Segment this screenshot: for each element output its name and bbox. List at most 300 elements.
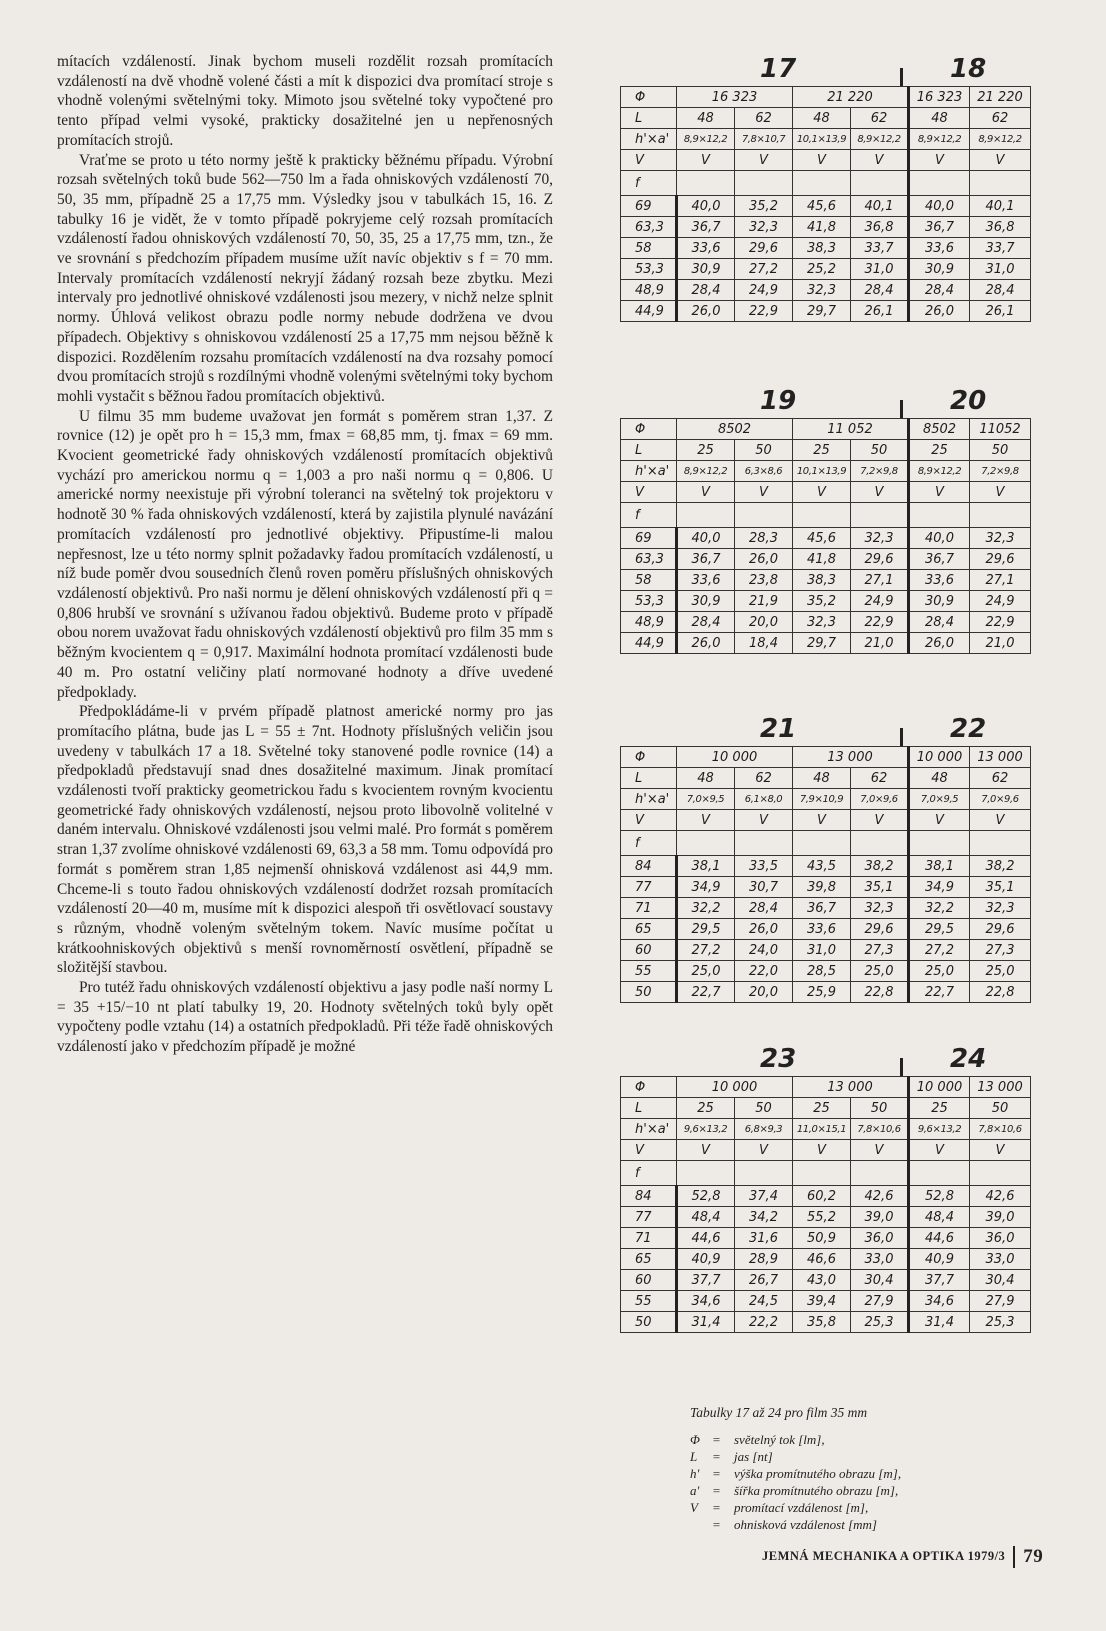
- table-cell: 55,2: [793, 1207, 851, 1228]
- table-cell: 7,2×9,8: [970, 461, 1031, 482]
- table-cell: 32,3: [851, 528, 909, 549]
- table-cell: [793, 831, 851, 856]
- table-cell: 52,8: [909, 1186, 970, 1207]
- data-table-block: [620, 1042, 1030, 1333]
- table-number: 19: [760, 386, 797, 416]
- table-row: [621, 898, 1031, 919]
- table-cell: 28,4: [677, 280, 735, 301]
- table-cell: L: [621, 1098, 677, 1119]
- table-cell: 43,0: [793, 1270, 851, 1291]
- table-cell: 22,8: [970, 982, 1031, 1003]
- table-cell: 44,6: [909, 1228, 970, 1249]
- table-cell: 8502: [677, 419, 793, 440]
- table-cell: 63,3: [621, 217, 677, 238]
- table-divider: [900, 68, 903, 86]
- table-cell: f: [621, 171, 677, 196]
- table-cell: V: [909, 1140, 970, 1161]
- table-cell: V: [677, 482, 735, 503]
- table-cell: 22,0: [735, 961, 793, 982]
- table-cell: 25,0: [909, 961, 970, 982]
- table-cell: 34,6: [677, 1291, 735, 1312]
- table-cell: 33,6: [793, 919, 851, 940]
- table-cell: 40,1: [851, 196, 909, 217]
- table-cell: 33,5: [735, 856, 793, 877]
- table-cell: 28,4: [970, 280, 1031, 301]
- table-cell: 48: [909, 108, 970, 129]
- table-cell: [851, 503, 909, 528]
- table-cell: 26,1: [851, 301, 909, 322]
- table-cell: 38,3: [793, 238, 851, 259]
- table-cell: 27,1: [851, 570, 909, 591]
- table-cell: [735, 831, 793, 856]
- table-cell: 48: [909, 768, 970, 789]
- table-cell: 77: [621, 877, 677, 898]
- table-cell: 31,0: [851, 259, 909, 280]
- table-cell: h'×a': [621, 461, 677, 482]
- table-cell: Φ: [621, 747, 677, 768]
- table-cell: 29,5: [909, 919, 970, 940]
- table-cell: 21,0: [970, 633, 1031, 654]
- table-cell: 44,6: [677, 1228, 735, 1249]
- table-cell: 9,6×13,2: [909, 1119, 970, 1140]
- legend-item: [690, 1431, 1020, 1448]
- table-cell: V: [793, 1140, 851, 1161]
- table-divider: [900, 400, 903, 418]
- table-cell: 84: [621, 856, 677, 877]
- table-cell: V: [735, 810, 793, 831]
- table-cell: 7,8×10,6: [851, 1119, 909, 1140]
- table-cell: 60: [621, 940, 677, 961]
- table-cell: 69: [621, 196, 677, 217]
- legend-text: výška promítnutého obrazu [m],: [734, 1466, 902, 1481]
- legend-item: [690, 1448, 1020, 1465]
- table-row: [621, 982, 1031, 1003]
- table-cell: 10 000: [909, 747, 970, 768]
- table-cell: 25: [793, 1098, 851, 1119]
- table-cell: 13 000: [970, 1077, 1031, 1098]
- table-cell: 13 000: [793, 1077, 909, 1098]
- table-row: [621, 461, 1031, 482]
- table-cell: 27,3: [851, 940, 909, 961]
- table-cell: [970, 503, 1031, 528]
- table-cell: 7,2×9,8: [851, 461, 909, 482]
- legend-symbol: a': [690, 1483, 700, 1498]
- table-cell: V: [970, 482, 1031, 503]
- table-cell: 33,7: [970, 238, 1031, 259]
- table-row: [621, 440, 1031, 461]
- table-divider: [900, 1058, 903, 1076]
- caption-title: Tabulky 17 až 24 pro film 35 mm: [690, 1405, 868, 1420]
- table-cell: 25,3: [851, 1312, 909, 1333]
- table-row: [621, 856, 1031, 877]
- table-cell: 7,0×9,6: [851, 789, 909, 810]
- legend-item: [690, 1499, 1020, 1516]
- table-cell: 33,0: [851, 1249, 909, 1270]
- paragraph: Pro tutéž řadu ohniskových vzdáleností objektivu a jasy podle naší normy L = 35 +15/−10 nt platí tabulky 19, 20. Hodnoty světelných toků byly opět vypočteny podle vztahu (14) a ostatních předpokladů. Při téže řadě ohniskových vzdáleností jako v předchozím případě je možné: [57, 979, 553, 1056]
- table-cell: 30,9: [909, 591, 970, 612]
- table-cell: 52,8: [677, 1186, 735, 1207]
- table-cell: 84: [621, 1186, 677, 1207]
- table-cell: 50: [970, 1098, 1031, 1119]
- table-cell: 44,9: [621, 301, 677, 322]
- table-cell: 40,9: [909, 1249, 970, 1270]
- table-cell: [677, 503, 735, 528]
- table-cell: 6,1×8,0: [735, 789, 793, 810]
- table-row: [621, 419, 1031, 440]
- table-cell: 8,9×12,2: [851, 129, 909, 150]
- table-row: [621, 570, 1031, 591]
- table-row: [621, 1077, 1031, 1098]
- table-numbers: [620, 52, 1030, 86]
- table-row: [621, 217, 1031, 238]
- table-cell: 71: [621, 898, 677, 919]
- table-cell: 32,3: [970, 528, 1031, 549]
- table-cell: [970, 831, 1031, 856]
- body-text-column: [57, 52, 553, 1057]
- table-cell: [970, 1161, 1031, 1186]
- page-footer: [762, 1546, 1092, 1568]
- table-cell: 26,0: [677, 301, 735, 322]
- table-row: [621, 301, 1031, 322]
- table-cell: 23,8: [735, 570, 793, 591]
- table-number: 23: [760, 1044, 797, 1074]
- data-table-block: [620, 712, 1030, 1003]
- table-cell: 13 000: [970, 747, 1031, 768]
- table-cell: f: [621, 503, 677, 528]
- table-cell: 65: [621, 919, 677, 940]
- legend-item: [690, 1465, 1020, 1482]
- table-cell: 28,4: [909, 612, 970, 633]
- table-cell: 26,0: [909, 301, 970, 322]
- table-cell: 29,7: [793, 633, 851, 654]
- table-cell: V: [909, 810, 970, 831]
- legend-text: promítací vzdálenost [m],: [734, 1500, 869, 1515]
- paragraph: U filmu 35 mm budeme uvažovat jen formát s poměrem stran 1,37. Z rovnice (12) je opět pro h = 15,3 mm, fmax = 68,85 mm, tj. fmax = 69 mm. Kvocient geometrické řady ohniskových vzdáleností promítacích objektivů vychází pro americkou normu q = 1,003 a pro naši normu q = 0,806. U americké normy neexistuje při výrobní toleranci na světelný tok projektoru v hodnotě 30 % řada ohniskových vzdáleností, která by zajistila plynulé navázání promítacích vzdáleností pro jednotlivé objektivy. Připustíme-li malou nepřesnost, lze u této normy splnit požadavky řadou promítacích vzdáleností, u níž bude poměr dvou sousedních členů roven poměru příslušných ohniskových vzdáleností objektivů. Pro naši normu je dělení ohniskových vzdáleností při q = 0,806 hrubší ve srovnání s užívanou řadou objektivů. Budeme proto v případě obou norem uvažovat řadu ohniskových vzdáleností objektivů pro film 35 mm s běžným kvocientem q = 0,917. Maximální hodnota promítací vzdálenosti bude 40 m. Pro ostatní veličiny platí normované hodnoty a dříve uvedené předpoklady.: [57, 407, 553, 701]
- table-cell: 36,7: [677, 549, 735, 570]
- table-cell: 40,0: [909, 196, 970, 217]
- table-cell: 25,0: [851, 961, 909, 982]
- table-cell: V: [621, 150, 677, 171]
- table-cell: 22,2: [735, 1312, 793, 1333]
- table-cell: 44,9: [621, 633, 677, 654]
- table-row: [621, 633, 1031, 654]
- table-cell: L: [621, 768, 677, 789]
- table-cell: 38,2: [970, 856, 1031, 877]
- table-cell: 27,3: [970, 940, 1031, 961]
- table-cell: 48,4: [677, 1207, 735, 1228]
- table-cell: f: [621, 1161, 677, 1186]
- table-cell: 26,0: [677, 633, 735, 654]
- paragraph: Předpokládáme-li v prvém případě platnost americké normy pro jas promítacího plátna, bude jas L = 55 ± 7nt. Hodnoty příslušných veličin jsou uvedeny v tabulkách 17 a 18. Světelné toky stanovené podle rovnice (14) a předpokladů představují snad dnes dosažitelné maximum. Jinak promítací vzdálenosti tvoří prakticky geometrickou řadu s kvocientem rovným kvocientu geometrické řady ohniskových vzdáleností, nejsou proto libovolně volitelné v daném intervalu. Ohniskové vzdálenosti jsou velmi malé. Pro formát s poměrem stran 1,37 zvolíme ohniskové vzdálenosti 69, 63,3 a 58 mm. Tomu odpovídá pro formát s poměrem stran 1,85 nejmenší ohnisková vzdálenost asi 44,9 mm. Chceme-li s touto řadou ohniskových vzdáleností dodržet rozsah promítacích vzdáleností 20—40 m, musíme mít k dispozici alespoň tři osvětlovací soustavy s různým, vhodně voleným světelným tokem. Navíc musíme počítat u krátkoohniskových objektivů s menší rovnoměrností osvětlení, případně se složitější stavbou.: [57, 703, 553, 977]
- table-cell: 63,3: [621, 549, 677, 570]
- table-cell: 11,0×15,1: [793, 1119, 851, 1140]
- legend-equals: =: [712, 1500, 721, 1515]
- table-cell: 25,2: [793, 259, 851, 280]
- table-cell: V: [677, 810, 735, 831]
- table-row: [621, 108, 1031, 129]
- table-cell: 45,6: [793, 196, 851, 217]
- table-row: [621, 612, 1031, 633]
- table-cell: 9,6×13,2: [677, 1119, 735, 1140]
- table-cell: 36,8: [970, 217, 1031, 238]
- legend-text: šířka promítnutého obrazu [m],: [734, 1483, 899, 1498]
- table-cell: 10 000: [677, 747, 793, 768]
- table-cell: 77: [621, 1207, 677, 1228]
- table-cell: 7,8×10,6: [970, 1119, 1031, 1140]
- table-cell: 6,8×9,3: [735, 1119, 793, 1140]
- table-cell: 33,6: [909, 570, 970, 591]
- table-row: [621, 789, 1031, 810]
- table-cell: [851, 171, 909, 196]
- table-row: [621, 171, 1031, 196]
- table-cell: 10 000: [909, 1077, 970, 1098]
- table-cell: 22,8: [851, 982, 909, 1003]
- table-row: [621, 1098, 1031, 1119]
- table-cell: 26,1: [970, 301, 1031, 322]
- table-cell: 29,6: [851, 549, 909, 570]
- table-cell: 6,3×8,6: [735, 461, 793, 482]
- table-cell: 27,9: [970, 1291, 1031, 1312]
- table-cell: V: [621, 810, 677, 831]
- legend-symbol: V: [690, 1500, 698, 1515]
- table-cell: 30,7: [735, 877, 793, 898]
- table-cell: [735, 503, 793, 528]
- table-cell: Φ: [621, 87, 677, 108]
- table-cell: 32,3: [735, 217, 793, 238]
- table-cell: V: [621, 1140, 677, 1161]
- table-cell: 21 220: [970, 87, 1031, 108]
- table-cell: L: [621, 108, 677, 129]
- footer-divider: [1013, 1546, 1015, 1568]
- table-cell: [735, 171, 793, 196]
- legend-text: ohnisková vzdálenost [mm]: [734, 1517, 877, 1532]
- table-cell: [909, 503, 970, 528]
- legend-item: [690, 1516, 1020, 1533]
- table-cell: 24,0: [735, 940, 793, 961]
- table-number: 24: [950, 1044, 987, 1074]
- table-cell: 25: [909, 440, 970, 461]
- table-cell: 40,9: [677, 1249, 735, 1270]
- table-cell: 8,9×12,2: [677, 129, 735, 150]
- table-cell: 60,2: [793, 1186, 851, 1207]
- table-cell: h'×a': [621, 129, 677, 150]
- table-cell: 34,9: [677, 877, 735, 898]
- table-cell: V: [735, 482, 793, 503]
- legend-symbol: L: [690, 1449, 698, 1464]
- table-cell: h'×a': [621, 789, 677, 810]
- caption-legend: [690, 1431, 1020, 1533]
- table-cell: 48,9: [621, 280, 677, 301]
- table-cell: 39,0: [851, 1207, 909, 1228]
- table-cell: 28,4: [851, 280, 909, 301]
- table-cell: 27,2: [735, 259, 793, 280]
- table-cell: 38,1: [677, 856, 735, 877]
- table-cell: [909, 171, 970, 196]
- table-row: [621, 259, 1031, 280]
- table-cell: 46,6: [793, 1249, 851, 1270]
- table-row: [621, 1161, 1031, 1186]
- table-cell: 25,3: [970, 1312, 1031, 1333]
- table-cell: 29,6: [970, 549, 1031, 570]
- table-cell: [677, 171, 735, 196]
- table-cell: 25,9: [793, 982, 851, 1003]
- table-numbers: [620, 384, 1030, 418]
- table-cell: 20,0: [735, 982, 793, 1003]
- table-cell: V: [909, 150, 970, 171]
- table-cell: 58: [621, 238, 677, 259]
- data-table: [620, 86, 1031, 322]
- legend-equals: =: [712, 1517, 721, 1532]
- table-cell: 28,3: [735, 528, 793, 549]
- table-cell: V: [735, 150, 793, 171]
- table-cell: 30,4: [970, 1270, 1031, 1291]
- table-row: [621, 1119, 1031, 1140]
- table-cell: 36,0: [851, 1228, 909, 1249]
- table-cell: 48: [677, 768, 735, 789]
- table-number: 18: [950, 54, 987, 84]
- table-row: [621, 280, 1031, 301]
- table-cell: [851, 1161, 909, 1186]
- table-cell: 32,3: [851, 898, 909, 919]
- table-cell: 7,8×10,7: [735, 129, 793, 150]
- table-cell: 30,9: [677, 259, 735, 280]
- table-cell: 7,0×9,6: [970, 789, 1031, 810]
- table-cell: 28,9: [735, 1249, 793, 1270]
- table-cell: 26,0: [735, 549, 793, 570]
- table-cell: 7,0×9,5: [909, 789, 970, 810]
- table-cell: 69: [621, 528, 677, 549]
- table-cell: 8,9×12,2: [677, 461, 735, 482]
- table-row: [621, 196, 1031, 217]
- table-cell: 36,7: [909, 549, 970, 570]
- table-row: [621, 1312, 1031, 1333]
- table-row: [621, 747, 1031, 768]
- table-cell: 45,6: [793, 528, 851, 549]
- table-cell: 29,6: [851, 919, 909, 940]
- table-caption: [690, 1404, 1020, 1533]
- table-cell: 11052: [970, 419, 1031, 440]
- table-cell: 33,7: [851, 238, 909, 259]
- table-cell: 21,9: [735, 591, 793, 612]
- table-cell: Φ: [621, 1077, 677, 1098]
- table-cell: 27,9: [851, 1291, 909, 1312]
- table-cell: 20,0: [735, 612, 793, 633]
- table-cell: 25,0: [677, 961, 735, 982]
- table-cell: f: [621, 831, 677, 856]
- legend-text: jas [nt]: [734, 1449, 773, 1464]
- table-row: [621, 810, 1031, 831]
- table-cell: V: [851, 150, 909, 171]
- table-cell: 22,7: [677, 982, 735, 1003]
- data-table: [620, 746, 1031, 1003]
- table-cell: 50: [851, 440, 909, 461]
- table-cell: V: [621, 482, 677, 503]
- table-cell: 50: [970, 440, 1031, 461]
- table-row: [621, 528, 1031, 549]
- table-cell: 35,2: [735, 196, 793, 217]
- table-row: [621, 150, 1031, 171]
- table-cell: 43,5: [793, 856, 851, 877]
- legend-equals: =: [712, 1449, 721, 1464]
- table-cell: 42,6: [851, 1186, 909, 1207]
- table-cell: 26,0: [735, 919, 793, 940]
- table-cell: 39,8: [793, 877, 851, 898]
- table-cell: 38,2: [851, 856, 909, 877]
- table-row: [621, 482, 1031, 503]
- table-cell: 50: [621, 1312, 677, 1333]
- table-number: 17: [760, 54, 797, 84]
- table-cell: 35,1: [851, 877, 909, 898]
- table-cell: 8,9×12,2: [909, 129, 970, 150]
- paragraph: Vraťme se proto u této normy ještě k prakticky běžnému případu. Výrobní rozsah světelných toků bude 562—750 lm a řada ohniskových vzdáleností 70, 50, 35 mm, případně 25 a 17,75 mm. Výsledky jsou v tabulkách 15, 16. Z tabulky 16 je vidět, že v tomto případě pokryjeme celý rozsah promítacích vzdáleností řadou ohniskových vzdáleností 70, 50, 35, 25 a 17,75 mm, tzn., že ve srovnání s předchozím případem musíme užít navíc objektiv s f = 70 mm. Intervaly promítacích vzdáleností nekryjí žádaný rozsah beze zbytku. Mezi intervaly pro jednotlivé ohniskové vzdálenosti jsou mezery, v nichž nelze splnit normy. Úhlová velikost obrazu podle normy nebude dodržena ve dvou případech. Objektivy s ohniskovou vzdáleností 25 a 17,75 mm nejsou běžně k dispozici. Rozdělením rozsahu promítacích vzdáleností na dva rozsahy pomocí dvou promítacích strojů s rozdílnými vhodně volenými světelnými toky bychom mohli vystačit s běžnou řadou promítacích objektivů.: [57, 151, 553, 405]
- table-row: [621, 238, 1031, 259]
- table-cell: 37,4: [735, 1186, 793, 1207]
- table-cell: 10,1×13,9: [793, 129, 851, 150]
- table-cell: V: [851, 810, 909, 831]
- table-cell: 25: [677, 1098, 735, 1119]
- table-row: [621, 919, 1031, 940]
- table-row: [621, 1291, 1031, 1312]
- table-cell: 27,1: [970, 570, 1031, 591]
- table-cell: 10,1×13,9: [793, 461, 851, 482]
- table-cell: 25,0: [970, 961, 1031, 982]
- table-cell: 18,4: [735, 633, 793, 654]
- table-cell: 53,3: [621, 259, 677, 280]
- table-cell: 24,9: [970, 591, 1031, 612]
- table-cell: 48,4: [909, 1207, 970, 1228]
- table-cell: V: [970, 1140, 1031, 1161]
- table-cell: 35,8: [793, 1312, 851, 1333]
- table-row: [621, 549, 1031, 570]
- table-divider: [900, 728, 903, 746]
- table-cell: [793, 171, 851, 196]
- table-row: [621, 1228, 1031, 1249]
- table-cell: V: [793, 150, 851, 171]
- table-cell: 22,9: [851, 612, 909, 633]
- table-cell: V: [970, 810, 1031, 831]
- table-cell: [851, 831, 909, 856]
- table-cell: 33,0: [970, 1249, 1031, 1270]
- table-cell: 50: [735, 440, 793, 461]
- table-row: [621, 940, 1031, 961]
- table-cell: 36,7: [909, 217, 970, 238]
- table-cell: [970, 171, 1031, 196]
- table-cell: 34,6: [909, 1291, 970, 1312]
- table-cell: 62: [970, 108, 1031, 129]
- table-cell: V: [793, 482, 851, 503]
- table-cell: 8,9×12,2: [909, 461, 970, 482]
- table-cell: 65: [621, 1249, 677, 1270]
- legend-equals: =: [712, 1432, 721, 1447]
- table-cell: 50: [621, 982, 677, 1003]
- table-cell: 32,2: [677, 898, 735, 919]
- data-table-block: [620, 52, 1030, 322]
- table-number: 21: [760, 714, 797, 744]
- table-cell: V: [677, 1140, 735, 1161]
- table-cell: 62: [851, 768, 909, 789]
- legend-text: světelný tok [lm],: [734, 1432, 825, 1447]
- table-cell: 24,9: [851, 591, 909, 612]
- table-cell: 53,3: [621, 591, 677, 612]
- table-cell: 33,6: [677, 238, 735, 259]
- table-cell: 40,0: [677, 196, 735, 217]
- table-cell: 30,9: [909, 259, 970, 280]
- table-cell: 29,7: [793, 301, 851, 322]
- table-row: [621, 591, 1031, 612]
- table-cell: 58: [621, 570, 677, 591]
- page-number: 79: [1023, 1546, 1044, 1567]
- table-number: 20: [950, 386, 987, 416]
